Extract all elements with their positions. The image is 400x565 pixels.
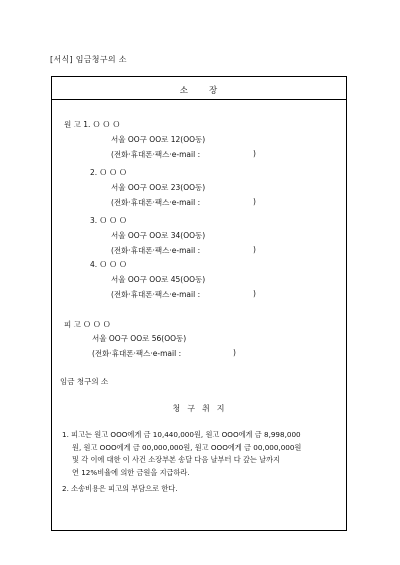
claim-item-2 xyxy=(62,483,340,496)
plaintiff-3-address: 서울 OO구 OO로 34(OO동) xyxy=(111,231,206,240)
complaint-form xyxy=(51,76,347,531)
plaintiff-3-contact-close: ) xyxy=(253,245,256,254)
case-name: 임금 청구의 소 xyxy=(60,377,109,386)
plaintiff-1-contact-close: ) xyxy=(253,149,256,158)
plaintiff-2-address: 서울 OO구 OO로 23(OO동) xyxy=(111,183,206,192)
plaintiff-4-contact: (전화·휴대폰·팩스·e-mail : xyxy=(111,290,201,299)
claim-line: 2. 소송비용은 피고의 부담으로 한다. xyxy=(62,484,178,493)
defendant-label: 피 고 Ｏ Ｏ Ｏ xyxy=(64,320,111,329)
defendant-contact: (전화·휴대폰·팩스·e-mail : xyxy=(92,349,182,358)
claim-line: 연 12%비율에 의한 금원을 지급하라. xyxy=(72,467,190,477)
plaintiff-1-contact: (전화·휴대폰·팩스·e-mail : xyxy=(111,150,201,159)
plaintiff-1-address: 서울 OO구 OO로 12(OO동) xyxy=(111,135,206,144)
section-title-char: 구 xyxy=(187,404,196,413)
title-char: 소 xyxy=(179,86,189,96)
plaintiff-2-contact: (전화·휴대폰·팩스·e-mail : xyxy=(111,198,201,207)
document-caption: [서식] 임금청구의 소 xyxy=(50,55,127,64)
defendant-address: 서울 OO구 OO로 56(OO동) xyxy=(92,334,187,343)
section-title-claim xyxy=(52,403,346,414)
plaintiff-2-label: 2. Ｏ Ｏ Ｏ xyxy=(90,168,127,177)
document-title xyxy=(52,84,346,96)
title-divider xyxy=(52,99,346,100)
claim-item-1 xyxy=(62,429,340,479)
section-title-char: 취 xyxy=(202,404,211,413)
plaintiff-3-label: 3. Ｏ Ｏ Ｏ xyxy=(90,216,127,225)
section-title-char: 지 xyxy=(216,404,226,413)
claim-line: 및 각 이에 대한 이 사건 소장부본 송달 다음 날부터 다 갚는 날까지 xyxy=(72,455,280,464)
plaintiff-4-address: 서울 OO구 OO로 45(OO동) xyxy=(111,275,206,284)
title-char: 장 xyxy=(209,86,219,96)
plaintiff-3-contact: (전화·휴대폰·팩스·e-mail : xyxy=(111,246,201,255)
claim-line: 1. 피고는 원고 OOO에게 금 10,440,000원, 원고 OOO에게 금 8,998,000 xyxy=(62,430,301,439)
plaintiff-4-contact-close: ) xyxy=(253,289,256,298)
claim-line: 원, 원고 OOO에게 금 00,000,000원, 원고 OOO에게 금 00,000,000원 xyxy=(72,442,302,452)
defendant-contact-close: ) xyxy=(233,348,236,357)
plaintiff-2-contact-close: ) xyxy=(253,197,256,206)
section-title-char: 청 xyxy=(172,404,182,413)
plaintiff-4-label: 4. Ｏ Ｏ Ｏ xyxy=(90,260,127,269)
plaintiff-1-label: 원 고 1. Ｏ Ｏ Ｏ xyxy=(64,120,121,129)
